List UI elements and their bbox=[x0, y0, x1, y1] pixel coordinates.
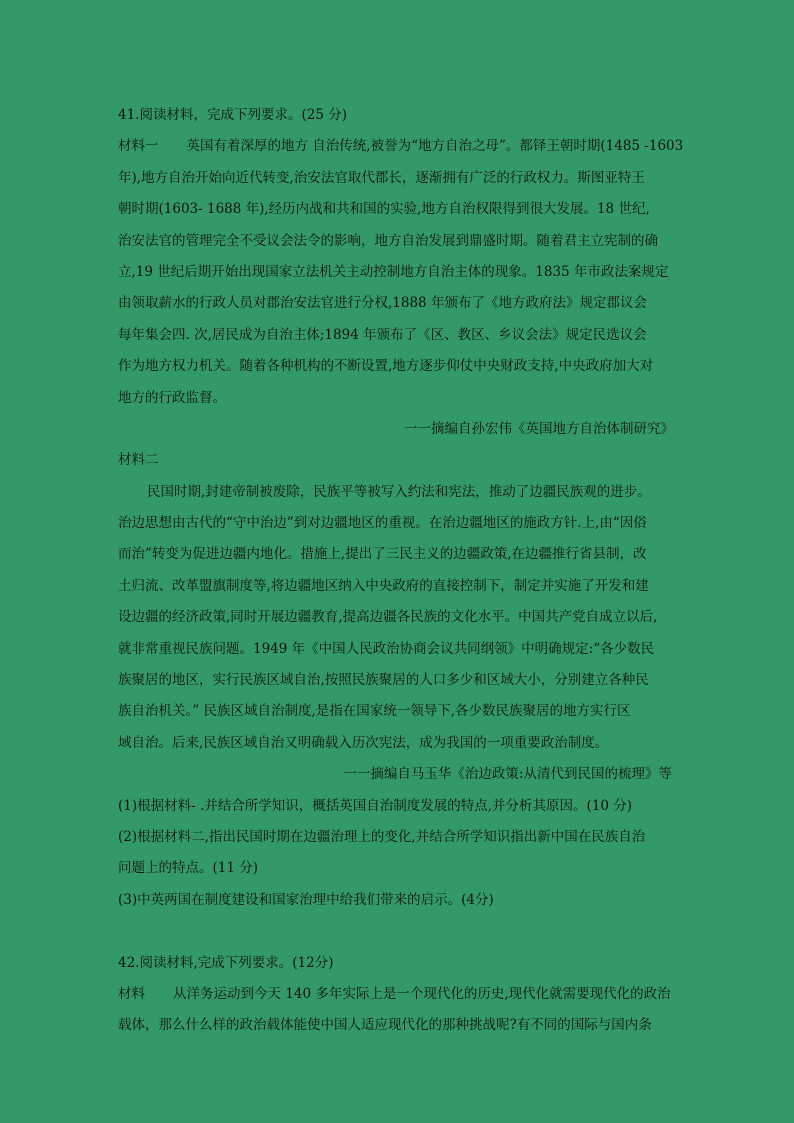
q41-header: 41.阅读材料，完成下列要求。(25 分) bbox=[118, 107, 347, 123]
exam-page bbox=[118, 100, 698, 1042]
q42-header: 42.阅读材料,完成下列要求。(12分) bbox=[118, 954, 334, 971]
q41-material2-line: 治边思想由古代的“守中治边”到对边疆地区的重视。在治边疆地区的施政方针.上,由“因俗 bbox=[118, 515, 647, 532]
q42-material-line: 材料 从洋务运动到今天 140 多年实际上是一个现代化的历史,现代化就需要现代化的政治 bbox=[118, 985, 671, 1002]
q41-material2-line: 就非常重视民族问题。1949 年《中国人民政治协商会议共同纲领》中明确规定:“各少数民 bbox=[118, 640, 655, 657]
q41-material1-line: 每年集会四. 次,居民成为自治主体;1894 年颁布了《区、教区、乡议会法》规定民选议会 bbox=[118, 326, 647, 343]
q42-material-label: 材料 bbox=[118, 985, 145, 1002]
q41-material2-line: 而治”转变为促进边疆内地化。措施上,提出了三民主义的边疆政策,在边疆推行省县制，改 bbox=[118, 546, 647, 563]
q41-material2-line: 设边疆的经济政策,同时开展边疆教育,提高边疆各民族的文化水平。中国共产党自成立以后, bbox=[118, 609, 658, 626]
material2-source: 一一摘编自马玉华《治边政策:从清代到民国的梳理》等 bbox=[343, 766, 672, 783]
material2-label: 材料二 bbox=[118, 452, 159, 469]
q41-material2-line: 域自治。后来,民族区域自治又明确载入历次宪法，成为我国的一项重要政治制度。 bbox=[118, 734, 609, 751]
q41-material1-line: 作为地方权力机关。随着各种机构的不断设置,地方逐步仰仗中央财政支持,中央政府加大对 bbox=[118, 358, 654, 375]
q41-material1-line: 朝时期(1603- 1688 年),经历内战和共和国的实验,地方自治权限得到很大发展。18 世纪, bbox=[118, 201, 650, 218]
q41-material2-line: 族聚居的地区，实行民族区域自治,按照民族聚居的人口多少和区域大小，分别建立各种民 bbox=[118, 672, 649, 689]
q41-material2-line: 族自治机关。” 民族区域自治制度,是指在国家统一领导下,各少数民族聚居的地方实行区 bbox=[118, 703, 631, 720]
material1-source: 一一摘编自孙宏伟《英国地方自治体制研究》 bbox=[404, 420, 674, 437]
q42-material-line: 载体，那么什么样的政治载体能使中国人适应现代化的那种挑战呢?有不同的国际与国内条 bbox=[118, 1017, 652, 1034]
q41-material1-line: 地方的行政监督。 bbox=[118, 389, 226, 406]
question-item: (1)根据材料- .并结合所学知识，概括英国自治制度发展的特点,并分析其原因。(10 分) bbox=[118, 797, 633, 814]
material1-label: 材料一 bbox=[118, 138, 159, 155]
question-item: (3)中英两国在制度建设和国家治理中给我们带来的启示。(4分) bbox=[118, 891, 494, 908]
q41-material1-line: 材料一 英国有着深厚的地方 自治传统,被誉为“地方自治之母”。都铎王朝时期(1485 -1603 bbox=[118, 138, 684, 155]
q41-material1-line: 治安法官的管理完全不受议会法令的影响，地方自治发展到鼎盛时期。随着君主立宪制的确 bbox=[118, 232, 658, 249]
section-gap bbox=[118, 916, 698, 947]
q41-material1-line: 年),地方自治开始向近代转变,治安法官取代郡长，逐渐拥有广泛的行政权力。斯图亚特王 bbox=[118, 169, 645, 186]
q41-material1-line: 由领取薪水的行政人员对郡治安法官进行分权,1888 年颁布了《地方政府法》规定郡议会 bbox=[118, 295, 647, 312]
q41-material1-line: 立,19 世纪后期开始出现国家立法机关主动控制地方自治主体的现象。1835 年市政法案规定 bbox=[118, 263, 669, 280]
q41-material2-line: 民国时期,封建帝制被废除，民族平等被写入约法和宪法，推动了边疆民族观的进步。 bbox=[147, 483, 651, 500]
q41-material2-line: 土归流、改革盟旗制度等,将边疆地区纳入中央政府的直接控制下，制定并实施了开发和建 bbox=[118, 577, 649, 594]
question-item: 问题上的特点。(11 分) bbox=[118, 860, 259, 877]
question-item: (2)根据材料二,指出民国时期在边疆治理上的变化,并结合所学知识指出新中国在民族自治 bbox=[118, 828, 646, 845]
